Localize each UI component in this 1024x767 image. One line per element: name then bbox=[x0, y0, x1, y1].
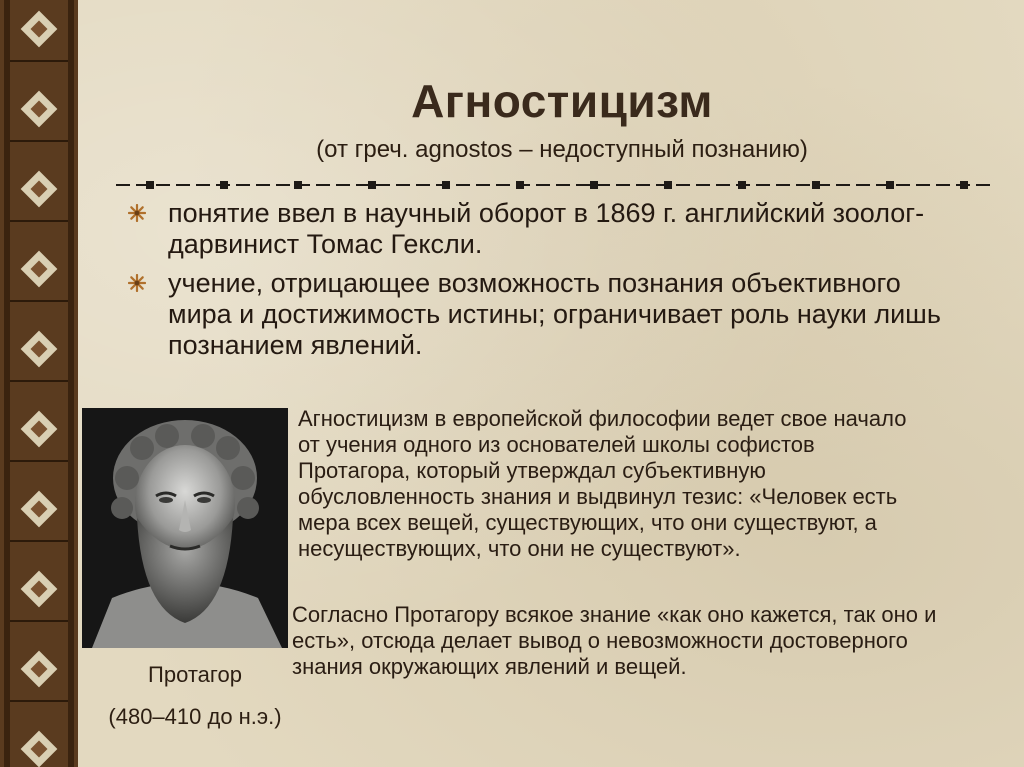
paragraph-origin: Агностицизм в европейской философии ведет свое начало от учения одного из основателей школы софистов Протагора, который утверждал субъективную обусловленность знания и выдвинул тезис: «Человек есть мера всех вещей, существующих, что они существуют, а несуществующих, что они не существуют». bbox=[298, 406, 907, 561]
bust-portrait-icon bbox=[82, 408, 288, 648]
slide-title: Агностицизм bbox=[411, 75, 713, 127]
portrait-caption-name: Протагор bbox=[148, 662, 242, 687]
paragraph-conclusion: Согласно Протагору всякое знание «как оно кажется, так оно и есть», отсюда делает вывод о невозможности достоверного знания окружающих явлений и вещей. bbox=[292, 602, 937, 679]
bullet-text: учение, отрицающее возможность познания объективного мира и достижимость истины; ограничивает роль науки лишь познанием явлений. bbox=[168, 268, 941, 360]
bullet-item bbox=[128, 268, 948, 361]
star-bullet-icon bbox=[128, 204, 146, 222]
star-bullet-icon bbox=[128, 274, 146, 292]
protagoras-portrait bbox=[82, 408, 288, 648]
bullet-text: понятие ввел в научный оборот в 1869 г. английский зоолог-дарвинист Томас Гексли. bbox=[168, 198, 925, 259]
bullet-list bbox=[128, 198, 948, 369]
slide-subtitle: (от греч. agnostos – недоступный познанию) bbox=[316, 136, 808, 163]
decorative-left-border bbox=[0, 0, 78, 767]
dash-dot-divider bbox=[116, 176, 994, 194]
portrait-caption-years: (480–410 до н.э.) bbox=[108, 704, 282, 729]
bullet-item bbox=[128, 198, 948, 260]
